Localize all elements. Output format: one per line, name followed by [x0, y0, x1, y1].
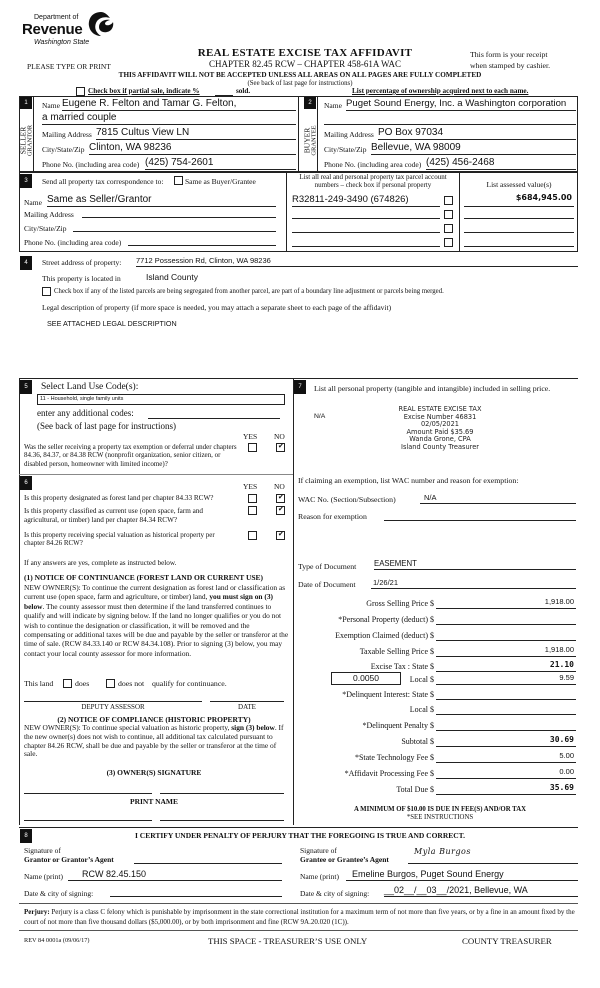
if-yes-note: If any answers are yes, complete as instructed below. — [24, 559, 177, 567]
forest-q3-no-checkbox[interactable] — [276, 531, 285, 540]
personal-property-value[interactable]: N/A — [314, 413, 326, 420]
assessed-1-field[interactable]: $684,945.00 — [464, 193, 574, 207]
forest-q2: Is this property classified as current use (open space, farm and agricultural, or timber) land per chapter 84.34 RCW? — [24, 507, 204, 524]
amount-row-excise-local: Local $ 9.59 — [409, 673, 574, 684]
logo-revenue: Revenue — [22, 21, 83, 38]
corr-mailing-field[interactable] — [82, 208, 276, 218]
grantor-sig-label-2: Grantor or Grantor’s Agent — [24, 855, 114, 864]
amount-row-subtotal: Subtotal $ 30.69 — [401, 735, 574, 746]
partial-sale-label: Check box if partial sale, indicate % — [88, 87, 200, 95]
certify-title: I CERTIFY UNDER PENALTY OF PERJURY THAT THE FOREGOING IS TRUE AND CORRECT. — [134, 831, 465, 840]
delinquent-penalty-field[interactable] — [436, 719, 576, 731]
grantee-signature: Myla Burgos — [414, 847, 471, 856]
taxable-selling-price-field[interactable]: 1,918.00 — [436, 645, 576, 657]
stamp-line-4: Amount Paid $35.69 — [406, 427, 474, 436]
form-title: REAL ESTATE EXCISE TAX AFFIDAVIT — [197, 47, 413, 59]
buyer-name-line2-field[interactable] — [324, 112, 576, 125]
seller-mailing-field[interactable]: 7815 Cultus View LN — [96, 127, 296, 140]
amount-row-excise-state: Excise Tax : State $ 21.10 — [370, 660, 574, 671]
buyer-name-label: Name — [324, 101, 342, 110]
grantor-date-field[interactable] — [110, 887, 282, 897]
parcel-4-field[interactable] — [292, 238, 440, 247]
amount-row-taxable: Taxable Selling Price $ 1,918.00 — [359, 645, 574, 656]
street-field[interactable]: 7712 Possession Rd, Clinton, WA 98236 — [136, 256, 578, 267]
logo-state: Washington State — [34, 39, 90, 46]
seller-mailing-label: Mailing Address — [42, 130, 92, 139]
does-not-checkbox[interactable] — [106, 679, 115, 688]
deputy-assessor-label: DEPUTY ASSESSOR — [81, 703, 145, 711]
land-use-title: Select Land Use Code(s): — [41, 382, 139, 392]
notice1-body: NEW OWNER(S): To continue the current designation as forest land or classification as current use (open space, farm and agriculture, or timber) land, you must sign on (3) below. The county assessor must then determine if the land transferred continues to qualify and will indicate by signing below. If the land no longer qualifies or you do not wish to continue the designation or classification, it will be removed and the compensating or additional taxes will be due and payable by the seller or transferor at the time of sale. (RCW 84.33.140 or RCW 84.34.108). Prior to signing (3) below, you may contact your local county assessor for more information. — [24, 583, 289, 658]
excise-tax-state-field[interactable]: 21.10 — [436, 660, 576, 672]
assessed-header: List assessed value(s) — [486, 180, 552, 189]
amount-row-gross: Gross Selling Price $ 1,918.00 — [366, 597, 574, 608]
print-name-line-1[interactable] — [24, 820, 152, 821]
seller-phone-label: Phone No. (including area code) — [42, 160, 140, 169]
grantee-sig-label-1: Signature of — [300, 846, 337, 855]
assessor-date-line[interactable] — [210, 701, 284, 702]
section-5-badge: 5 — [20, 380, 32, 394]
form-chapter: CHAPTER 82.45 RCW – CHAPTER 458-61A WAC — [209, 59, 401, 69]
wac-label: WAC No. (Section/Subsection) — [298, 495, 396, 504]
forest-no-header: NO — [274, 482, 285, 491]
affidavit-processing-fee-field[interactable]: 0.00 — [436, 767, 576, 779]
doc-date-label: Date of Document — [298, 580, 356, 589]
parcel-2-field[interactable] — [292, 210, 440, 219]
partial-sale-checkbox[interactable] — [76, 87, 85, 96]
print-name-label: PRINT NAME — [130, 797, 178, 806]
seller-side-label — [20, 112, 33, 170]
additional-codes-field[interactable] — [148, 408, 280, 419]
grantor-label: GRANTOR — [26, 124, 33, 157]
parcel-4-personal-checkbox[interactable] — [444, 238, 453, 247]
amount-row-tech-fee: *State Technology Fee $ 5.00 — [354, 751, 574, 762]
assessed-4-field[interactable] — [464, 238, 574, 247]
does-checkbox[interactable] — [63, 679, 72, 688]
exemption-yes-checkbox[interactable] — [248, 443, 257, 452]
forest-q1-no-checkbox[interactable] — [276, 494, 285, 503]
section-2-badge: 2 — [304, 97, 316, 109]
buyer-mailing-label: Mailing Address — [324, 130, 374, 139]
seller-label: SELLER — [18, 126, 28, 155]
buyer-phone-label: Phone No. (including area code) — [324, 160, 422, 169]
stamp-line-6: Island County Treasurer — [401, 442, 479, 451]
forest-q1-yes-checkbox[interactable] — [248, 494, 257, 503]
land-use-no-header: NO — [274, 432, 285, 441]
excise-tax-local-field[interactable]: 9.59 — [436, 673, 576, 685]
segregated-label: Check box if any of the listed parcels are being segregated from another parcel, are part of a boundary line adjustment or parcels being merged. — [54, 288, 444, 295]
forest-q2-no-checkbox[interactable] — [276, 506, 285, 515]
assessed-2-field[interactable] — [464, 210, 574, 219]
corr-city-label: City/State/Zip — [24, 224, 67, 233]
exemption-no-checkbox[interactable] — [276, 443, 285, 452]
notice2-title: (2) NOTICE OF COMPLIANCE (HISTORIC PROPERTY) — [57, 715, 251, 724]
section-8-badge: 8 — [20, 829, 32, 843]
deputy-assessor-line[interactable] — [24, 701, 202, 702]
wac-field[interactable]: N/A — [420, 493, 576, 504]
seller-name-label: Name — [42, 101, 60, 110]
parcel-3-personal-checkbox[interactable] — [444, 224, 453, 233]
legal-description[interactable]: SEE ATTACHED LEGAL DESCRIPTION — [47, 319, 177, 328]
buyer-side-label — [304, 112, 317, 170]
parcel-1-field[interactable]: R32811-249-3490 (674826) — [292, 194, 440, 207]
receipt-note-1: This form is your receipt — [470, 50, 548, 59]
correspondence-label: Send all property tax correspondence to: — [42, 177, 164, 186]
owner-signature-line-2[interactable] — [160, 793, 284, 794]
dor-swirl-icon — [86, 10, 116, 38]
grantor-name-label: Name (print) — [24, 872, 63, 881]
stamp-line-1: REAL ESTATE EXCISE TAX — [398, 405, 482, 413]
seller-city-label: City/State/Zip — [42, 145, 85, 154]
logo-dept: Department of — [34, 14, 79, 21]
section-7-badge: 7 — [294, 380, 306, 394]
land-use-see-back: (See back of last page for instructions) — [37, 421, 176, 431]
corr-mailing-label: Mailing Address — [24, 210, 74, 219]
land-use-code-select[interactable]: 11 - Household, single family units — [37, 394, 285, 405]
does-not-label: does not — [118, 679, 145, 688]
buyer-mailing-field[interactable]: PO Box 97034 — [378, 127, 576, 140]
amount-row-delinquent-interest-state: *Delinquent Interest: State $ — [296, 688, 576, 702]
partial-sale-percent[interactable] — [215, 87, 233, 96]
amount-row-delinquent-interest-local: Local $ — [296, 703, 576, 717]
dor-logo — [22, 12, 122, 52]
warning-text: THIS AFFIDAVIT WILL NOT BE ACCEPTED UNLESS ALL AREAS ON ALL PAGES ARE FULLY COMPLETED — [118, 71, 482, 79]
located-label: This property is located in — [42, 274, 121, 283]
grantee-name-label: Name (print) — [300, 872, 339, 881]
exemption-claimed-field[interactable] — [436, 629, 576, 641]
does-label: does — [75, 679, 90, 688]
perjury-notice: Perjury: Perjury is a class C felony which is punishable by imprisonment in the state correctional institution for a maximum term of not more than five years, or by a fine in an amount fixed by the court of not more than five thousand dollars ($5,000.00), or by both imprisonment and fine (RCW 9A.20.020 (1C)). — [24, 908, 575, 926]
personal-property-label: List all personal property (tangible and intangible) included in selling price. — [314, 384, 551, 393]
amount-row-personal: *Personal Property (deduct) $ — [296, 613, 576, 627]
county-treasurer: COUNTY TREASURER — [462, 936, 552, 946]
section-4-badge: 4 — [20, 256, 32, 270]
corr-city-field[interactable] — [73, 222, 276, 232]
amount-row-delinquent-penalty: *Delinquent Penalty $ — [296, 719, 576, 733]
notice2-body: NEW OWNER(S): To continue special valuation as historic property, sign (3) below. If the new owner(s) does not wish to continue, all additional tax calculated pursuant to chapter 84.26 RCW, shall be due and payable by the seller or transferor at the time of sale. — [24, 723, 284, 759]
owner-signature-title: (3) OWNER(S) SIGNATURE — [106, 768, 202, 777]
amount-row-total: Total Due $ 35.69 — [396, 783, 574, 794]
parcels-header: List all real and personal property tax parcel account numbers – check box if personal property — [299, 173, 447, 189]
amount-row-processing-fee: *Affidavit Processing Fee $ 0.00 — [344, 767, 574, 778]
stamp-line-3: 02/05/2021 — [420, 420, 459, 429]
treasurer-use-only: THIS SPACE - TREASURER’S USE ONLY — [208, 936, 368, 946]
partial-sale-suffix: sold. — [236, 87, 251, 95]
grantee-sig-label-2: Grantee or Grantee’s Agent — [300, 855, 389, 864]
amount-row-exemption: Exemption Claimed (deduct) $ — [296, 629, 576, 643]
personal-property-deduct-field[interactable] — [436, 613, 576, 625]
ownership-note: List percentage of ownership acquired next to each name. — [352, 87, 529, 95]
notice1-title: (1) NOTICE OF CONTINUANCE (FOREST LAND OR CURRENT USE) — [24, 573, 264, 582]
land-use-yes-header: YES — [243, 432, 258, 441]
same-as-buyer-checkbox[interactable] — [174, 176, 183, 185]
buyer-phone-field[interactable]: (425) 456-2468 — [426, 157, 576, 170]
parcel-3-field[interactable] — [292, 224, 440, 233]
grantor-sig-label-1: Signature of — [24, 846, 61, 855]
exemption-claim-label: If claiming an exemption, list WAC number and reason for exemption: — [298, 476, 519, 485]
form-revision: REV 84 0001a (09/06/17) — [24, 937, 90, 944]
grantee-date-field[interactable]: __02__/__03__/2021, Bellevue, WA — [384, 885, 578, 897]
section-3-badge: 3 — [20, 174, 32, 188]
exemption-question: Was the seller receiving a property tax exemption or deferral under chapters 84.36, 84.37, or 84.38 RCW (nonprofit organization, senior citizen, or disabled person, homeowner with limited income)? — [24, 443, 237, 468]
same-as-buyer-label: Same as Buyer/Grantee — [185, 177, 256, 186]
reason-label: Reason for exemption — [298, 512, 367, 521]
grantee-name-field[interactable]: Emeline Burgos, Puget Sound Energy — [346, 869, 578, 881]
legal-label: Legal description of property (if more space is needed, you may attach a separate sheet to each page of the affidavit) — [42, 303, 392, 312]
forest-q1: Is this property designated as forest land per chapter 84.33 RCW? — [24, 494, 214, 502]
grantee-signature-field[interactable] — [408, 847, 578, 864]
parcel-2-personal-checkbox[interactable] — [444, 210, 453, 219]
street-label: Street address of property: — [42, 258, 122, 267]
forest-q3: Is this property receiving special valuation as historical property per chapter 84.26 RCW? — [24, 531, 215, 548]
grantor-signature-field[interactable] — [134, 853, 282, 864]
delinquent-interest-state-field[interactable] — [436, 688, 576, 700]
total-due-field[interactable]: 35.69 — [436, 783, 576, 795]
stamp-line-5: Wanda Grone, CPA — [409, 435, 471, 444]
grantee-label: GRANTEE — [310, 125, 317, 156]
corr-name-label: Name — [24, 198, 42, 207]
local-rate-field[interactable]: 0.0050 — [331, 672, 401, 685]
grantee-date-label: Date & city of signing: — [300, 889, 370, 898]
parcel-1-personal-checkbox[interactable] — [444, 196, 453, 205]
corr-name-field[interactable]: Same as Seller/Grantor — [47, 194, 276, 207]
stamp-line-2: Excise Number 46831 — [403, 412, 477, 421]
please-type: PLEASE TYPE OR PRINT — [27, 62, 111, 71]
section-6-badge: 6 — [20, 476, 32, 490]
owner-signature-line-1[interactable] — [24, 793, 152, 794]
delinquent-interest-local-field[interactable] — [436, 703, 576, 715]
minimum-note: A MINIMUM OF $10.00 IS DUE IN FEE(S) AND/OR TAX — [353, 806, 527, 813]
treasurer-stamp — [370, 406, 510, 452]
corr-phone-label: Phone No. (including area code) — [24, 238, 122, 247]
state-technology-fee-field[interactable]: 5.00 — [436, 751, 576, 763]
county-field[interactable]: Island County — [146, 272, 198, 282]
print-name-line-2[interactable] — [160, 820, 284, 821]
section-1-badge: 1 — [20, 97, 32, 109]
seller-name-field[interactable]: Eugene R. Felton and Tamar G. Felton, — [62, 98, 296, 111]
this-land-label: This land — [24, 679, 54, 688]
grantor-name-field[interactable]: RCW 82.45.150 — [68, 869, 282, 881]
seller-phone-field[interactable]: (425) 754-2601 — [145, 157, 296, 170]
receipt-note-2: when stamped by cashier. — [470, 61, 551, 70]
forest-q3-yes-checkbox[interactable] — [248, 531, 257, 540]
grantor-date-label: Date & city of signing: — [24, 889, 94, 898]
qualify-label: qualify for continuance. — [152, 679, 227, 688]
subtotal-field[interactable]: 30.69 — [436, 735, 576, 747]
reason-field[interactable] — [384, 511, 576, 521]
buyer-city-field[interactable]: Bellevue, WA 98009 — [371, 142, 576, 155]
seller-city-field[interactable]: Clinton, WA 98236 — [89, 142, 296, 155]
buyer-name-field[interactable]: Puget Sound Energy, Inc. a Washington corporation — [346, 98, 576, 111]
doc-type-field[interactable]: EASEMENT — [374, 559, 576, 570]
doc-type-label: Type of Document — [298, 562, 357, 571]
see-back-note: (See back of last page for instructions) — [247, 80, 353, 87]
forest-yes-header: YES — [243, 482, 258, 491]
additional-codes-label: enter any additional codes: — [37, 408, 134, 418]
seller-name-line2-field[interactable]: a married couple — [42, 112, 296, 125]
buyer-label: BUYER — [302, 127, 312, 154]
doc-date-field[interactable]: 1/26/21 — [371, 578, 576, 589]
assessor-date-label: DATE — [238, 703, 256, 711]
assessed-3-field[interactable] — [464, 224, 574, 233]
forest-q2-yes-checkbox[interactable] — [248, 506, 257, 515]
buyer-city-label: City/State/Zip — [324, 145, 367, 154]
gross-selling-price-field[interactable]: 1,918.00 — [436, 597, 576, 609]
segregated-checkbox[interactable] — [42, 287, 51, 296]
corr-phone-field[interactable] — [128, 236, 276, 246]
see-instructions: *SEE INSTRUCTIONS — [406, 814, 474, 821]
